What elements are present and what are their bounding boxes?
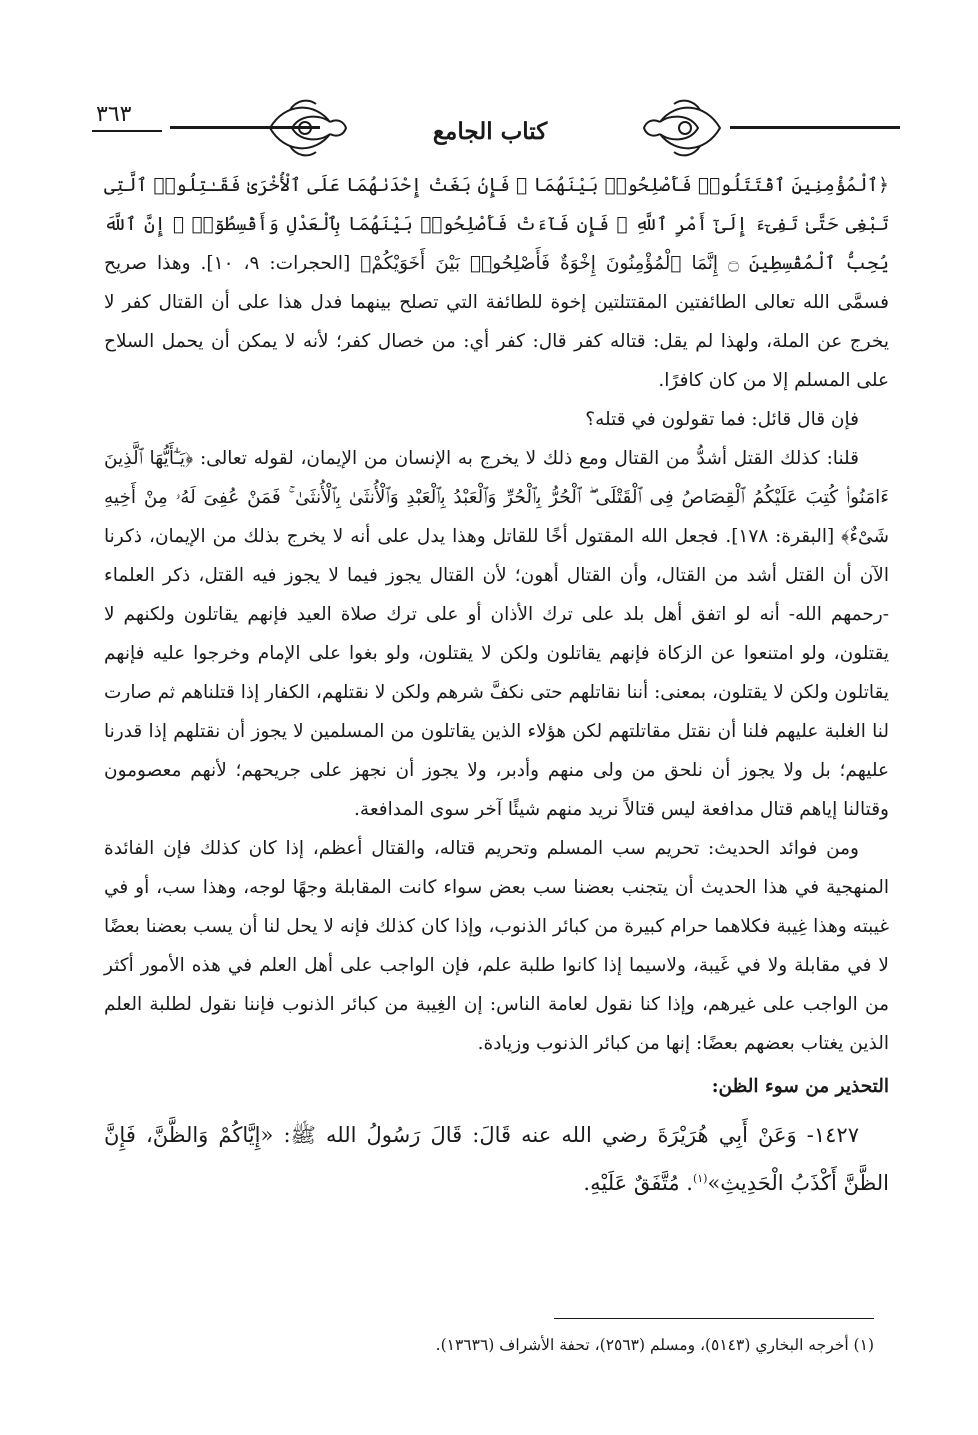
hadith-ending: . مُتَّفَقٌ عَلَيْهِ. xyxy=(583,1171,693,1195)
paragraph-1: ﴿ٱلْمُؤْمِنِينَ ٱقْتَتَلُوا۟ فَأَصْلِحُوا۟ بَيْنَهُمَا ۖ فَإِنۢ بَغَتْ إِحْدَىٰهُمَا عَلَى ٱلْأُخْرَىٰ فَقَـٰتِلُوا۟ ٱلَّتِى تَبْغِى حَتَّىٰ تَفِىٓءَ إِلَىٰٓ أَمْرِ ٱللَّهِ ۚ فَإِن فَآءَتْ فَأَصْلِحُوا۟ بَيْنَهُمَا بِٱلْعَدْلِ وَأَقْسِطُوٓا۟ ۖ إِنَّ ٱللَّهَ يُحِبُّ ٱلْمُقْسِطِينَ ۝ إِنَّمَا ٱلْمُؤْمِنُونَ إِخْوَةٌ فَأَصْلِحُوا۟ بَيْنَ أَخَوَيْكُمْ﴾ [الحجرات: ٩، ١٠]. وهذا صريح فسمَّى الله تعالى الطائفتين المقتتلتين إخوة للطائفة التي تصلح بينهما فدل هذا على أن القتال كفر لا يخرج عن الملة، ولهذا لم يقل: قتاله كفر قال: كفر أي: من خصال كفر؛ لأنه لا يمكن أن يحمل السلاح على المسلم إلا من كان كافرًا. xyxy=(104,175,889,391)
hadith-body: ١٤٢٧- وَعَنْ أَبِي هُرَيْرَةَ رضي الله عنه قَالَ: قَالَ رَسُولُ الله ﷺ: «إِيَّاكُمْ وَالظَّنَّ، فَإِنَّ الظَّنَّ أَكْذَبُ الْحَدِيثِ» xyxy=(104,1123,889,1195)
book-title: كتاب الجامع xyxy=(432,118,548,145)
ornament-right-icon xyxy=(640,92,730,162)
page-number-underline xyxy=(92,130,162,132)
paragraph-4: ومن فوائد الحديث: تحريم سب المسلم وتحريم قتاله، والقتال أعظم، إذا كان كذلك فإن الفائدة المنهجية في هذا الحديث أن يتجنب بعضنا سب بعض سواء كانت المقابلة وجهًا لوجه، وهذا سب، أو في غيبته وهذا غِيبة فكلاهما حرام كبيرة من كبائر الذنوب، وإذا كان كذلك فإنه لا يحل لنا أن يسب بعضنا بعضًا لا في مقابلة ولا في غَيبة، ولاسيما إذا كانوا طلبة علم، فإن الواجب على أهل العلم في هذه الأمور أكثر من الواجب على غيرهم، وإذا كنا نقول لعامة الناس: إن الغِيبة من كبائر الذنوب فإننا نقول لطلبة العلم الذين يغتاب بعضهم بعضًا: إنها من كبائر الذنوب وزيادة. xyxy=(104,838,889,1054)
page-header xyxy=(80,92,910,162)
footnote-rule xyxy=(554,1318,874,1319)
page-number: ٣٦٣ xyxy=(96,102,132,127)
paragraph-2: فإن قال قائل: فما تقولون في قتله؟ xyxy=(585,409,859,430)
paragraph-3: قلنا: كذلك القتل أشدُّ من القتال ومع ذلك لا يخرج به الإنسان من الإيمان، لقوله تعالى: ﴿يَـٰٓأَيُّهَا ٱلَّذِينَ ءَامَنُوا۟ كُتِبَ عَلَيْكُمُ ٱلْقِصَاصُ فِى ٱلْقَتْلَى ۖ ٱلْحُرُّ بِٱلْحُرِّ وَٱلْعَبْدُ بِٱلْعَبْدِ وَٱلْأُنثَىٰ بِٱلْأُنثَىٰ ۚ فَمَنْ عُفِىَ لَهُۥ مِنْ أَخِيهِ شَىْءٌ﴾ [البقرة: ١٧٨]. فجعل الله المقتول أخًا للقاتل وهذا يدل على أنه لا يخرج بذلك من الإيمان، ذكرنا الآن أن القتل أشد من القتال، وأن القتال أهون؛ لأن القتال يجوز فيما لا يجوز فيه القتل، ذكر العلماء -رحمهم الله- أنه لو اتفق أهل بلد على ترك الأذان أو على ترك صلاة العيد فإنهم يقاتلون ولكنهم لا يقتلون، ولو امتنعوا عن الزكاة فإنهم يقاتلون ولكن لا يقتلون، ولو بغوا على الإمام وخرجوا عليه فإنهم يقاتلون ولكن لا يقتلون، بمعنى: أننا نقاتلهم حتى نكفَّ شرهم ولكن لا نقتلهم، الكفار إذا قتلناهم ثم صارت لنا الغلبة عليهم فلنا أن نقتل مقاتلتهم لكن هؤلاء الذين يقاتلون من المسلمين لا يجوز أن نقتلهم إذا قدرنا عليهم؛ بل ولا يجوز أن نلحق من ولى منهم وأدبر، ولا يجوز أن نجهز على جريحهم؛ لأنهم معصومون وقتالنا إياهم قتال مدافعة ليس قتالاً نريد منهم شيئًا آخر سوى المدافعة. xyxy=(104,448,889,820)
main-text xyxy=(104,166,889,1205)
hadith-text xyxy=(104,1113,889,1205)
section-heading: التحذير من سوء الظن: xyxy=(711,1076,889,1097)
footnote: (١) أخرجه البخاري (٥١٤٣)، ومسلم (٢٥٦٣)، تحفة الأشراف (١٣٦٣٦). xyxy=(435,1336,874,1354)
ornament-left-icon xyxy=(260,92,350,162)
footnote-marker: (١) xyxy=(692,1172,708,1185)
header-rule-right xyxy=(730,126,900,129)
